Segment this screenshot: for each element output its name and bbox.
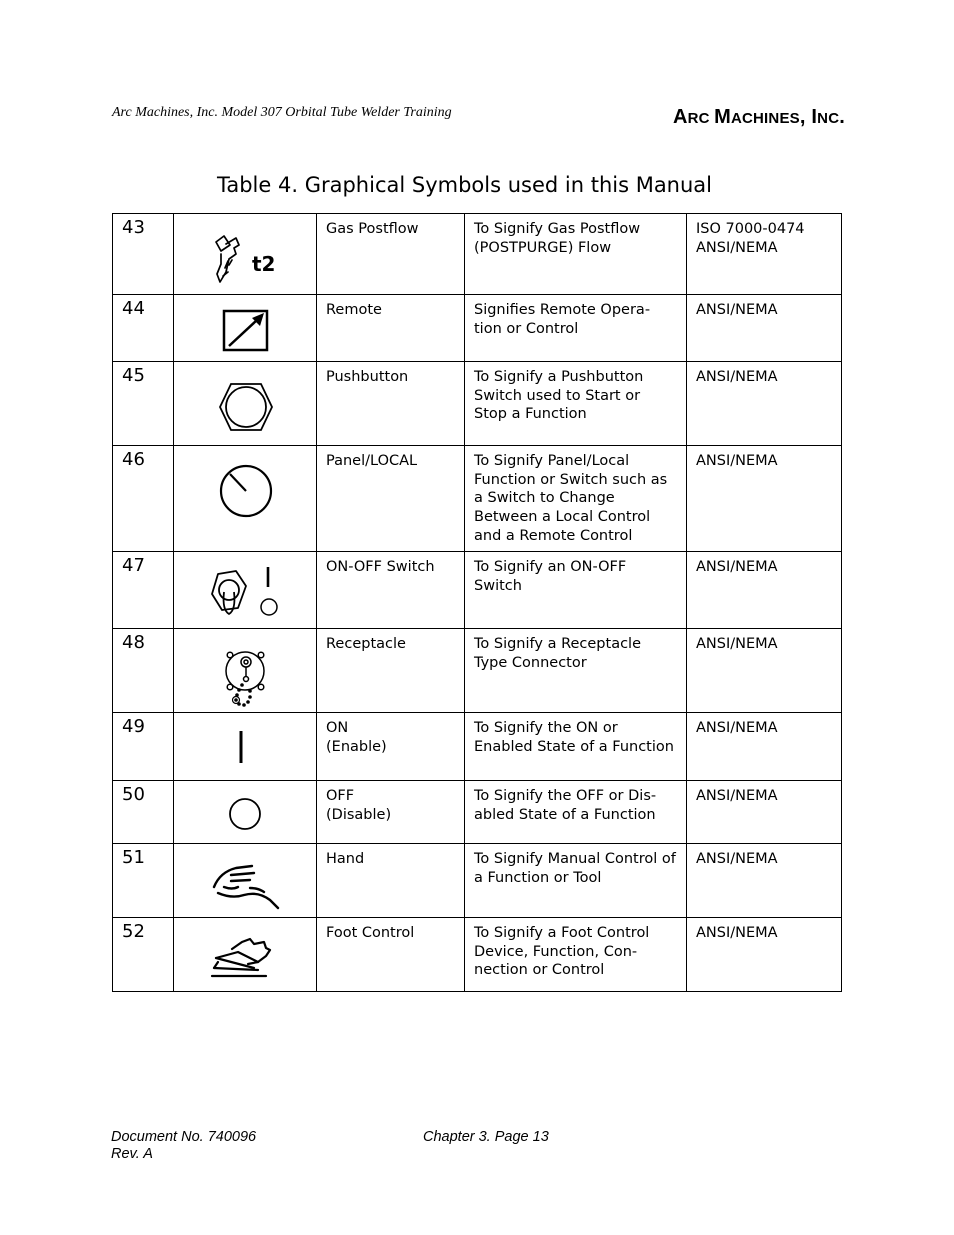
page-number: Chapter 3. Page 13 <box>423 1129 549 1145</box>
symbol-standard: ANSI/NEMA <box>687 844 842 918</box>
symbol-cell <box>174 781 317 844</box>
symbol-standard: ANSI/NEMA <box>687 713 842 781</box>
symbol-standard: ANSI/NEMA <box>687 781 842 844</box>
symbol-cell <box>174 918 317 992</box>
symbol-description: To Signify an ON-OFF Switch <box>465 552 687 629</box>
symbol-standard: ANSI/NEMA <box>687 295 842 362</box>
symbol-cell <box>174 362 317 446</box>
header-training-title: Arc Machines, Inc. Model 307 Orbital Tube Welder Training <box>112 105 452 120</box>
row-number: 48 <box>113 629 174 713</box>
symbol-cell <box>174 214 317 295</box>
row-number: 45 <box>113 362 174 446</box>
symbol-name: Panel/LOCAL <box>317 446 465 552</box>
table-row <box>113 552 842 629</box>
gas-postflow-icon <box>174 214 317 295</box>
table-row <box>113 844 842 918</box>
symbol-description: Signifies Remote Opera-tion or Control <box>465 295 687 362</box>
row-number: 50 <box>113 781 174 844</box>
symbol-name: Remote <box>317 295 465 362</box>
receptacle-icon <box>174 629 317 713</box>
symbol-cell <box>174 713 317 781</box>
symbol-description: To Signify a Foot Control Device, Function, Con-nection or Control <box>465 918 687 992</box>
symbol-cell <box>174 295 317 362</box>
revision: Rev. A <box>111 1146 153 1162</box>
table-row <box>113 214 842 295</box>
symbol-standard: ISO 7000-0474 ANSI/NEMA <box>687 214 842 295</box>
table-row <box>113 295 842 362</box>
symbol-name: OFF (Disable) <box>317 781 465 844</box>
symbol-standard: ANSI/NEMA <box>687 552 842 629</box>
symbol-standard: ANSI/NEMA <box>687 446 842 552</box>
remote-icon <box>174 295 317 362</box>
symbol-cell <box>174 552 317 629</box>
symbol-description: To Signify Panel/Local Function or Switch such as a Switch to Change Between a Local Control and a Remote Control <box>465 446 687 552</box>
foot-control-icon <box>174 918 317 992</box>
symbol-description: To Signify Gas Postflow (POSTPURGE) Flow <box>465 214 687 295</box>
symbol-standard: ANSI/NEMA <box>687 918 842 992</box>
svg-text:t2: t2 <box>252 252 276 276</box>
hand-icon <box>174 844 317 918</box>
brand-logo: ARC MACHINES, INC. <box>672 106 845 128</box>
symbol-standard: ANSI/NEMA <box>687 629 842 713</box>
table-title: Table 4. Graphical Symbols used in this Manual <box>217 173 713 197</box>
panel-local-icon <box>174 446 317 552</box>
symbol-name: Hand <box>317 844 465 918</box>
symbol-name: ON (Enable) <box>317 713 465 781</box>
on-off-switch-icon <box>174 552 317 629</box>
symbol-description: To Signify a Receptacle Type Connector <box>465 629 687 713</box>
symbol-name: Gas Postflow <box>317 214 465 295</box>
pushbutton-icon <box>174 362 317 446</box>
symbol-cell <box>174 844 317 918</box>
row-number: 44 <box>113 295 174 362</box>
table-row <box>113 918 842 992</box>
off-disable-icon <box>174 781 317 844</box>
symbol-description: To Signify the OFF or Dis-abled State of a Function <box>465 781 687 844</box>
table-row <box>113 713 842 781</box>
row-number: 47 <box>113 552 174 629</box>
symbol-cell <box>174 629 317 713</box>
symbol-name: ON-OFF Switch <box>317 552 465 629</box>
footer-document-info <box>111 1129 256 1163</box>
table-row <box>113 629 842 713</box>
symbol-cell <box>174 446 317 552</box>
table-row <box>113 781 842 844</box>
table-row <box>113 362 842 446</box>
symbol-name: Pushbutton <box>317 362 465 446</box>
row-number: 46 <box>113 446 174 552</box>
document-number: Document No. 740096 <box>111 1129 257 1145</box>
symbol-name: Foot Control <box>317 918 465 992</box>
symbol-description: To Signify the ON or Enabled State of a Function <box>465 713 687 781</box>
row-number: 43 <box>113 214 174 295</box>
row-number: 51 <box>113 844 174 918</box>
row-number: 49 <box>113 713 174 781</box>
symbol-description: To Signify a Pushbutton Switch used to Start or Stop a Function <box>465 362 687 446</box>
table-row <box>113 446 842 552</box>
symbol-description: To Signify Manual Control of a Function or Tool <box>465 844 687 918</box>
symbol-standard: ANSI/NEMA <box>687 362 842 446</box>
symbols-table <box>112 213 842 992</box>
on-enable-icon <box>174 713 317 781</box>
symbol-name: Receptacle <box>317 629 465 713</box>
row-number: 52 <box>113 918 174 992</box>
